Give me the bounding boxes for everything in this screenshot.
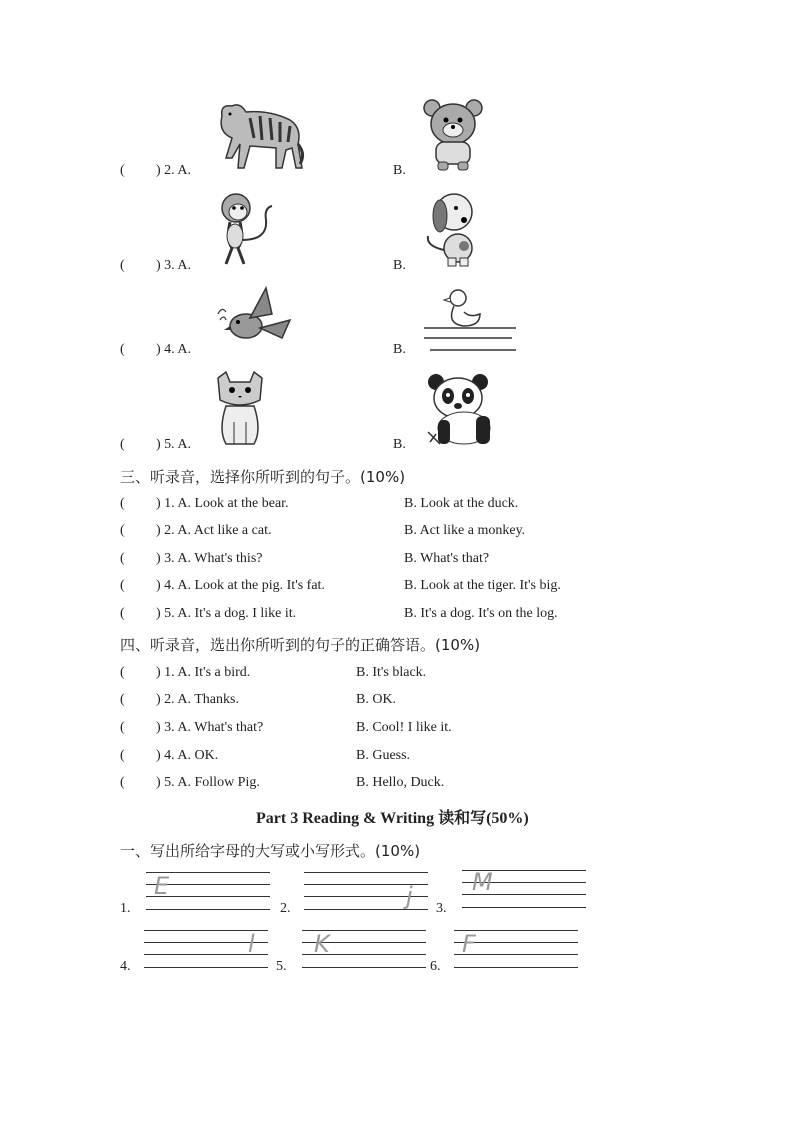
question-option-b: B. OK. (356, 692, 397, 707)
question-option-b: B. Hello, Duck. (356, 775, 445, 790)
cat-icon (212, 370, 268, 448)
traced-letter: M (472, 868, 493, 896)
paren: ( (120, 523, 125, 538)
letter-number: 2. (280, 901, 291, 916)
bear-icon (422, 98, 484, 172)
question-option-a: ) 3. A. What's that? (156, 720, 264, 735)
part-3-section-1-title: 一、写出所给字母的大写或小写形式。(10%) (120, 842, 421, 860)
letter-number: 1. (120, 901, 131, 916)
traced-letter: F (462, 930, 476, 958)
option-b-label: B. (393, 258, 406, 273)
question-option-b: B. It's black. (356, 665, 427, 680)
paren: ( (120, 775, 125, 790)
traced-letter: j (406, 882, 413, 910)
question-option-a: ) 1. A. It's a bird. (156, 665, 251, 680)
paren: ( (120, 720, 125, 735)
paren: ( (120, 551, 125, 566)
question-option-a: ) 5. A. Follow Pig. (156, 775, 260, 790)
monkey-icon (212, 190, 278, 270)
question-option-a: ) 4. A. OK. (156, 748, 219, 763)
question-option-a: ) 2. A. Act like a cat. (156, 523, 272, 538)
letter-number: 3. (436, 901, 447, 916)
paren: ( (120, 665, 125, 680)
paren: ( (120, 163, 125, 178)
paren: ( (120, 258, 125, 273)
question-number: ) 4. A. (156, 342, 191, 357)
paren: ( (120, 606, 125, 621)
paren: ( (120, 342, 125, 357)
question-option-b: B. Guess. (356, 748, 411, 763)
question-option-a: ) 2. A. Thanks. (156, 692, 239, 707)
tiger-icon (210, 98, 306, 174)
letter-number: 6. (430, 959, 441, 974)
letter-number: 5. (276, 959, 287, 974)
question-number: ) 2. A. (156, 163, 191, 178)
question-number: ) 3. A. (156, 258, 191, 273)
paren: ( (120, 496, 125, 511)
question-option-b: B. It's a dog. It's on the log. (404, 606, 558, 621)
question-option-b: B. What's that? (404, 551, 490, 566)
section-3-title: 三、听录音，选择你所听到的句子。(10%) (120, 468, 406, 486)
writing-lines[interactable] (304, 872, 428, 912)
dog-icon (420, 190, 480, 270)
question-option-b: B. Look at the tiger. It's big. (404, 578, 561, 593)
paren: ( (120, 692, 125, 707)
traced-letter: E (154, 872, 170, 900)
question-option-a: ) 1. A. Look at the bear. (156, 496, 289, 511)
letter-number: 4. (120, 959, 131, 974)
writing-lines[interactable] (146, 872, 270, 912)
part-3-title: Part 3 Reading & Writing 读和写(50%) (256, 810, 529, 827)
panda-icon (424, 372, 498, 448)
question-option-a: ) 4. A. Look at the pig. It's fat. (156, 578, 325, 593)
question-option-a: ) 5. A. It's a dog. I like it. (156, 606, 297, 621)
question-option-b: B. Cool! I like it. (356, 720, 452, 735)
traced-letter: l (248, 930, 255, 958)
bird-icon (210, 284, 294, 354)
duck-icon (420, 284, 518, 356)
option-b-label: B. (393, 437, 406, 452)
section-4-title: 四、听录音，选出你所听到的句子的正确答语。(10%) (120, 636, 481, 654)
writing-lines[interactable] (144, 930, 268, 970)
question-option-a: ) 3. A. What's this? (156, 551, 263, 566)
paren: ( (120, 437, 125, 452)
paren: ( (120, 578, 125, 593)
question-option-b: B. Act like a monkey. (404, 523, 526, 538)
writing-lines[interactable] (454, 930, 578, 970)
question-number: ) 5. A. (156, 437, 191, 452)
option-b-label: B. (393, 342, 406, 357)
option-b-label: B. (393, 163, 406, 178)
question-option-b: B. Look at the duck. (404, 496, 519, 511)
paren: ( (120, 748, 125, 763)
writing-lines[interactable] (302, 930, 426, 970)
writing-lines[interactable] (462, 870, 586, 910)
traced-letter: K (314, 930, 330, 958)
